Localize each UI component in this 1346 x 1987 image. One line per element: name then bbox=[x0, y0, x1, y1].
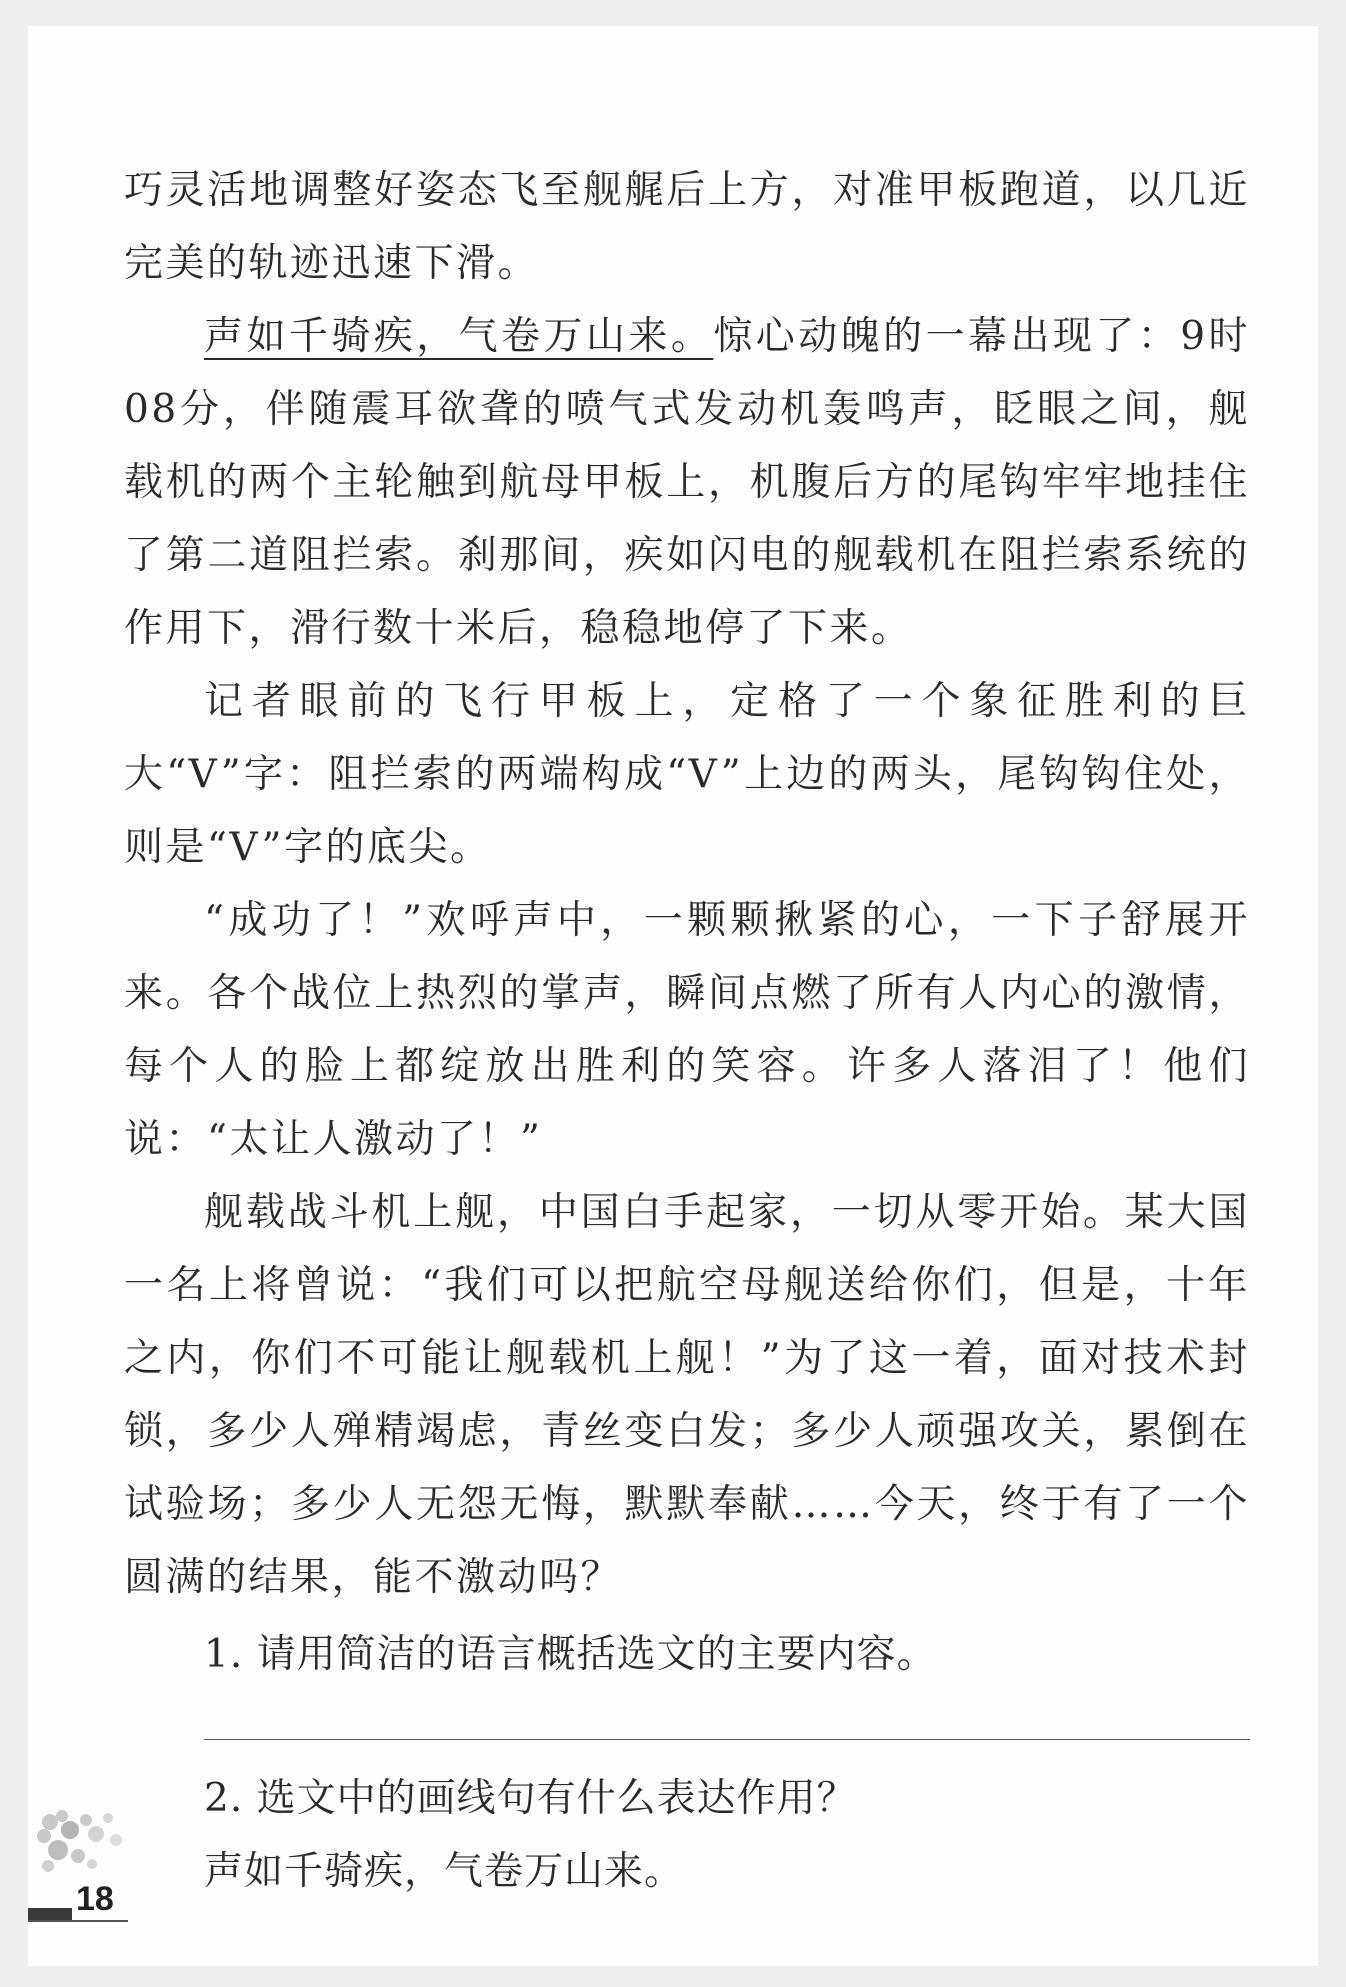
paragraph-5: 舰载战斗机上舰，中国白手起家，一切从零开始。某大国一名上将曾说：“我们可以把航空母舰送给你们，但是，十年之内，你们不可能让舰载机上舰！”为了这一着，面对技术封锁，多少人殚精竭虑，青丝变白发；多少人顽强攻关，累倒在试验场；多少人无怨无悔，默默奉献……今天，终于有了一个圆满的结果，能不激动吗？ bbox=[124, 1190, 1250, 1600]
paragraph-2-body: 惊心动魄的一幕出现了：9时08分，伴随震耳欲聋的喷气式发动机轰鸣声，眨眼之间，舰载机的两个主轮触到航母甲板上，机腹后方的尾钩牢牢地挂住了第二道阻拦索。刹那间，疾如闪电的舰载机在阻拦索系统的作用下，滑行数十米后，稳稳地停了下来。 bbox=[124, 314, 1250, 651]
paragraph-3: 记者眼前的飞行甲板上，定格了一个象征胜利的巨大“V”字：阻拦索的两端构成“V”上边的两头，尾钩钩住处，则是“V”字的底尖。 bbox=[124, 679, 1250, 870]
underlined-sentence: 声如千骑疾，气卷万山来。 bbox=[204, 314, 714, 359]
textbook-page bbox=[28, 26, 1318, 1966]
paragraph-4: “成功了！”欢呼声中，一颗颗揪紧的心，一下子舒展开来。各个战位上热烈的掌声，瞬间点燃了所有人内心的激情，每个人的脸上都绽放出胜利的笑容。许多人落泪了！他们说：“太让人激动了！” bbox=[124, 898, 1250, 1162]
page-number-rule bbox=[28, 1920, 128, 1922]
page-number-bar bbox=[28, 1908, 72, 1920]
answer-line[interactable] bbox=[204, 1739, 1250, 1740]
passage bbox=[124, 154, 1250, 1908]
question-2-quote: 声如千骑疾，气卷万山来。 bbox=[204, 1849, 685, 1894]
flower-decoration-icon bbox=[30, 1800, 140, 1890]
paragraph-1: 巧灵活地调整好姿态飞至舰艉后上方，对准甲板跑道，以几近完美的轨迹迅速下滑。 bbox=[124, 168, 1250, 286]
page-number: 18 bbox=[76, 1880, 114, 1918]
question-2: 2. 选文中的画线句有什么表达作用？ bbox=[204, 1776, 857, 1821]
question-1: 1. 请用简洁的语言概括选文的主要内容。 bbox=[204, 1632, 937, 1677]
paragraph-2 bbox=[124, 300, 1250, 665]
